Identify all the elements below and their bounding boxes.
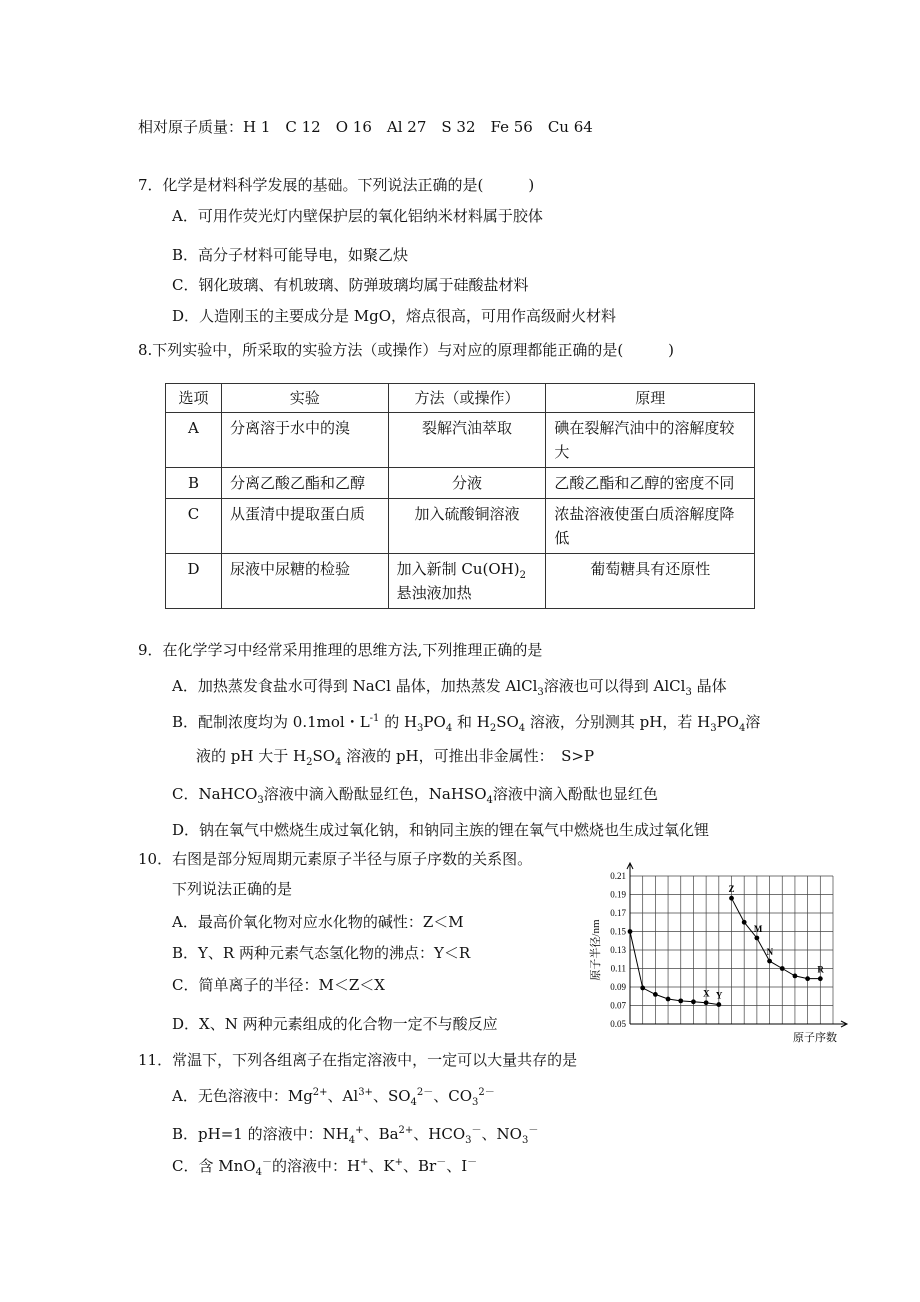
row-option: D <box>166 554 222 609</box>
y-tick-label: 0.05 <box>610 1019 626 1029</box>
header-experiment: 实验 <box>221 384 388 413</box>
question-8-table <box>165 383 755 609</box>
question-7-option-d: D．人造刚玉的主要成分是 MgO，熔点很高，可用作高级耐火材料 <box>172 307 617 325</box>
data-point <box>793 974 798 979</box>
question-10-stem-2: 下列说法正确的是 <box>172 880 293 898</box>
row-method: 分液 <box>388 468 546 499</box>
point-labels <box>703 884 824 1000</box>
question-7-option-b: B．高分子材料可能导电，如聚乙炔 <box>172 246 409 264</box>
header-method: 方法（或操作） <box>388 384 546 413</box>
data-point <box>742 920 747 925</box>
row-option: C <box>166 499 222 554</box>
question-11-stem: 11．常温下，下列各组离子在指定溶液中，一定可以大量共存的是 <box>138 1051 578 1069</box>
table-header-row <box>166 384 755 413</box>
row-experiment: 分离溶于水中的溴 <box>221 413 388 468</box>
point-label-m: M <box>753 923 763 934</box>
table-row <box>166 413 755 468</box>
question-9-stem: 9．在化学学习中经常采用推理的思维方法,下列推理正确的是 <box>138 641 543 659</box>
header-option: 选项 <box>166 384 222 413</box>
point-label-z: Z <box>728 884 735 895</box>
data-point <box>704 1000 709 1005</box>
row-method <box>388 554 546 609</box>
question-10-option-d: D．X、N 两种元素组成的化合物一定不与酸反应 <box>172 1015 498 1033</box>
question-9-option-b-cont: 液的 pH 大于 $H_2SO_4$ 溶液的 pH，可推出非金属性： S>P <box>196 747 595 768</box>
question-10-stem: 10．右图是部分短周期元素原子半径与原子序数的关系图。 <box>138 850 533 868</box>
data-point <box>754 936 759 941</box>
data-point <box>767 959 772 964</box>
data-point <box>640 986 645 991</box>
y-tick-label: 0.13 <box>610 945 626 955</box>
data-point <box>729 896 734 901</box>
point-label-r: R <box>817 964 824 975</box>
chart-series <box>628 896 823 1007</box>
question-11-option-c: C．含 MnO$_4$－的溶液中：H+、K+、Br－、I－ <box>172 1157 478 1178</box>
question-9-option-a: A．加热蒸发食盐水可得到 NaCl 晶体，加热蒸发 AlCl$_3$溶液也可以得到 AlCl$_3$ 晶体 <box>172 677 727 698</box>
data-point <box>678 998 683 1003</box>
point-label-y: Y <box>715 990 723 1001</box>
header-principle: 原理 <box>546 384 755 413</box>
y-tick-label: 0.17 <box>610 908 626 918</box>
question-7-option-c: C．钢化玻璃、有机玻璃、防弹玻璃均属于硅酸盐材料 <box>172 276 529 294</box>
table-row <box>166 499 755 554</box>
data-point <box>653 992 658 997</box>
table-row <box>166 554 755 609</box>
point-label-x: X <box>703 988 710 999</box>
question-9-option-b: B．配制浓度均为 0.1mol・$L^{-1}$ 的 $H_3PO_4$ 和 $H_2SO_4$ 溶液，分别测其 pH，若 $H_3PO_4$溶 <box>172 713 761 734</box>
row-experiment: 从蛋清中提取蛋白质 <box>221 499 388 554</box>
row-method: 裂解汽油萃取 <box>388 413 546 468</box>
atomic-mass-line: 相对原子质量：H 1 C 12 O 16 Al 27 S 32 Fe 56 Cu 64 <box>138 118 593 136</box>
y-tick-label: 0.19 <box>610 889 626 900</box>
series-line <box>732 898 821 978</box>
question-10-option-c: C．简单离子的半径：M＜Z＜X <box>172 976 385 994</box>
data-point <box>818 976 823 981</box>
row-option: B <box>166 468 222 499</box>
data-point <box>666 997 671 1002</box>
row-principle: 葡萄糖具有还原性 <box>546 554 755 609</box>
question-11-option-a: A．无色溶液中：$Mg^{2+}$、$Al^{3+}$、$SO_4^{2-}$、$CO_3^{2-}$ <box>172 1087 495 1108</box>
row-experiment: 尿液中尿糖的检验 <box>221 554 388 609</box>
chart-axes <box>627 863 847 1027</box>
data-point <box>805 976 810 981</box>
y-tick-label: 0.11 <box>610 963 626 974</box>
y-tick-labels <box>610 871 626 1029</box>
y-axis-label: 原子半径/nm <box>590 919 602 981</box>
atomic-radius-chart <box>585 860 855 1045</box>
y-tick-label: 0.15 <box>610 926 626 937</box>
question-9-option-d: D．钠在氧气中燃烧生成过氧化钠，和钠同主族的锂在氧气中燃烧也生成过氧化锂 <box>172 821 710 839</box>
data-point <box>628 929 633 934</box>
row-principle: 乙酸乙酯和乙醇的密度不同 <box>546 468 755 499</box>
subscript: 2 <box>519 570 526 581</box>
row-principle: 碘在裂解汽油中的溶解度较大 <box>546 413 755 468</box>
point-label-n: N <box>766 947 774 958</box>
method-text: 悬浊液加热 <box>396 584 472 602</box>
question-10-option-a: A．最高价氧化物对应水化物的碱性：Z＜M <box>172 913 464 931</box>
data-point <box>716 1002 721 1007</box>
question-7-option-a: A．可用作荧光灯内壁保护层的氧化铝纳米材料属于胶体 <box>172 207 543 225</box>
row-experiment: 分离乙酸乙酯和乙醇 <box>221 468 388 499</box>
question-7-stem: 7．化学是材料科学发展的基础。下列说法正确的是( ) <box>138 176 535 194</box>
y-tick-label: 0.21 <box>610 871 626 881</box>
question-11-option-b: B．pH=1 的溶液中：$NH_4^+$、$Ba^{2+}$、$HCO_3^-$、$NO_3^-$ <box>172 1125 539 1146</box>
row-option: A <box>166 413 222 468</box>
question-9-option-c: C．NaHCO$_3$溶液中滴入酚酞显红色，NaHSO$_4$溶液中滴入酚酞也显红色 <box>172 785 658 806</box>
table-row <box>166 468 755 499</box>
row-principle: 浓盐溶液使蛋白质溶解度降低 <box>546 499 755 554</box>
y-tick-label: 0.09 <box>610 982 626 992</box>
question-8-stem: 8.下列实验中，所采取的实验方法（或操作）与对应的原理都能正确的是( ) <box>138 341 675 359</box>
x-axis-label: 原子序数 <box>793 1032 837 1044</box>
y-tick-label: 0.07 <box>610 1000 626 1011</box>
method-text: 加入新制 Cu(OH) <box>396 560 520 578</box>
row-method: 加入硫酸铜溶液 <box>388 499 546 554</box>
data-point <box>780 966 785 971</box>
question-10-option-b: B．Y、R 两种元素气态氢化物的沸点：Y＜R <box>172 944 471 962</box>
data-point <box>691 999 696 1004</box>
